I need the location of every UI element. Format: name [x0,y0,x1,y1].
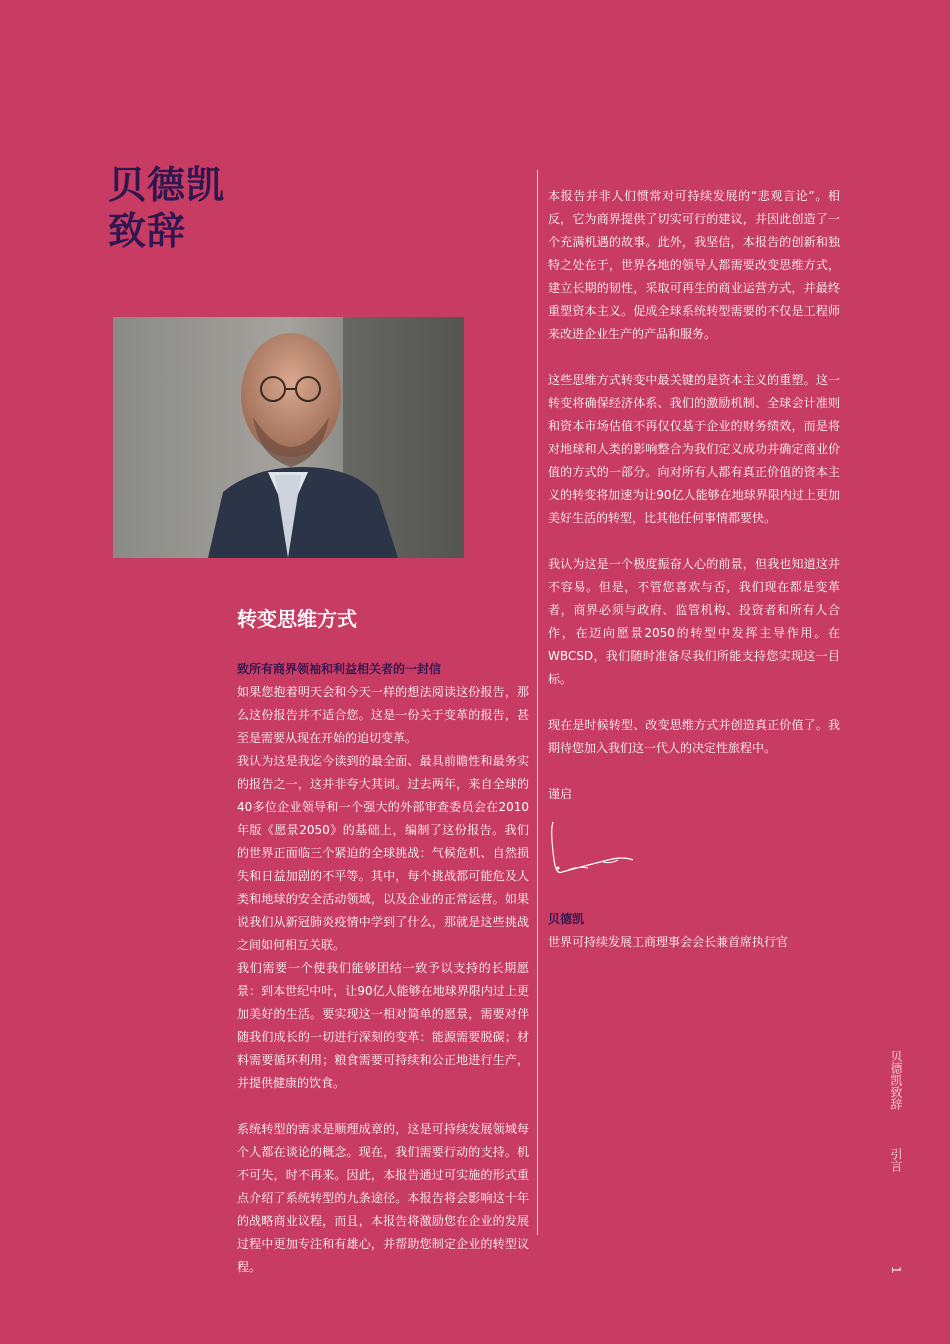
page-title [108,162,225,254]
side-section-label: 贝德凯致辞 [889,1050,903,1110]
left-paragraph-3: 我们需要一个使我们能够团结一致予以支持的长期愿景：到本世纪中叶，让90亿人能够在地球界限内过上更加美好的生活。要实现这一相对简单的愿景，需要对伴随我们成长的一切进行深刻的变革：能源需要脱碳；材料需要循环利用；粮食需要可持续和公正地进行生产，并提供健康的饮食。 [237,961,529,1090]
left-column [237,604,529,1279]
signatory-position: 世界可持续发展工商理事会会长兼首席执行官 [548,935,789,949]
handwritten-signature [548,820,643,890]
right-paragraph-4: 现在是时候转型、改变思维方式并创造真正价值了。我期待您加入我们这一代人的决定性旅程中。 [548,718,840,755]
right-paragraph-2: 这些思维方式转变中最关键的是资本主义的重塑。这一转变将确保经济体系、我们的激励机制、全球会计准则和资本市场估值不再仅仅基于企业的财务绩效，而是将对地球和人类的影响整合为我们定义成功并确定商业价值的方式的一部分。向对所有人都有真正价值的资本主义的转变将加速为让90亿人能够在地球界限内过上更加美好生活的转型，比其他任何事情都要快。 [548,373,840,525]
signatory-name: 贝德凯 [548,912,585,926]
right-paragraph-3: 我认为这是一个极度振奋人心的前景，但我也知道这并不容易。但是，不管您喜欢与否，我们现在都是变革者，商界必须与政府、监管机构、投资者和所有人合作，在迈向愿景2050的转型中发挥主导作用。在WBCSD，我们随时准备尽我们所能支持您实现这一目标。 [548,557,840,686]
left-paragraph-2: 我认为这是我迄今读到的最全面、最具前瞻性和最务实的报告之一，这并非夸大其词。过去两年，来自全球的40多位企业领导和一个强大的外部审查委员会在2010年版《愿景2050》的基础上，编制了这份报告。我们的世界正面临三个紧迫的全球挑战：气候危机、自然损失和日益加剧的不平等。其中，每个挑战都可能危及人类和地球的安全活动领域，以及企业的正常运营。如果说我们从新冠肺炎疫情中学到了什么，那就是这些挑战之间如何相互关联。 [237,754,529,952]
right-paragraph-1: 本报告并非人们惯常对可持续发展的“悲观言论”。相反，它为商界提供了切实可行的建议，并因此创造了一个充满机遇的故事。此外，我坚信，本报告的创新和独特之处在于，世界各地的领导人都需要改变思维方式，建立长期的韧性，采取可再生的商业运营方式，并最终重塑资本主义。促成全球系统转型需要的不仅是工程师来改进企业生产的产品和服务。 [548,189,840,341]
side-chapter-label: 引言 [889,1148,903,1172]
portrait-photo [113,317,464,558]
page-title-line2: 致辞 [108,209,187,253]
page-title-line1: 贝德凯 [108,163,226,207]
column-divider [537,170,538,1235]
left-paragraph-1: 如果您抱着明天会和今天一样的想法阅读这份报告，那么这份报告并不适合您。这是一份关于变革的报告，甚至是需要从现在开始的迫切变革。 [237,685,529,745]
right-column [548,185,840,954]
closing-salutation: 谨启 [548,787,573,801]
letter-subheading: 致所有商界领袖和利益相关者的一封信 [237,662,442,676]
section-heading: 转变思维方式 [237,607,357,631]
left-paragraph-4: 系统转型的需求是顺理成章的，这是可持续发展领域每个人都在谈论的概念。现在，我们需要行动的支持。机不可失，时不再来。因此，本报告通过可实施的形式重点介绍了系统转型的九条途径。本报告将会影响这十年的战略商业议程，而且，本报告将激励您在企业的发展过程中更加专注和有雄心，并帮助您制定企业的转型议程。 [237,1122,529,1274]
page-number: 1 [889,1266,903,1274]
